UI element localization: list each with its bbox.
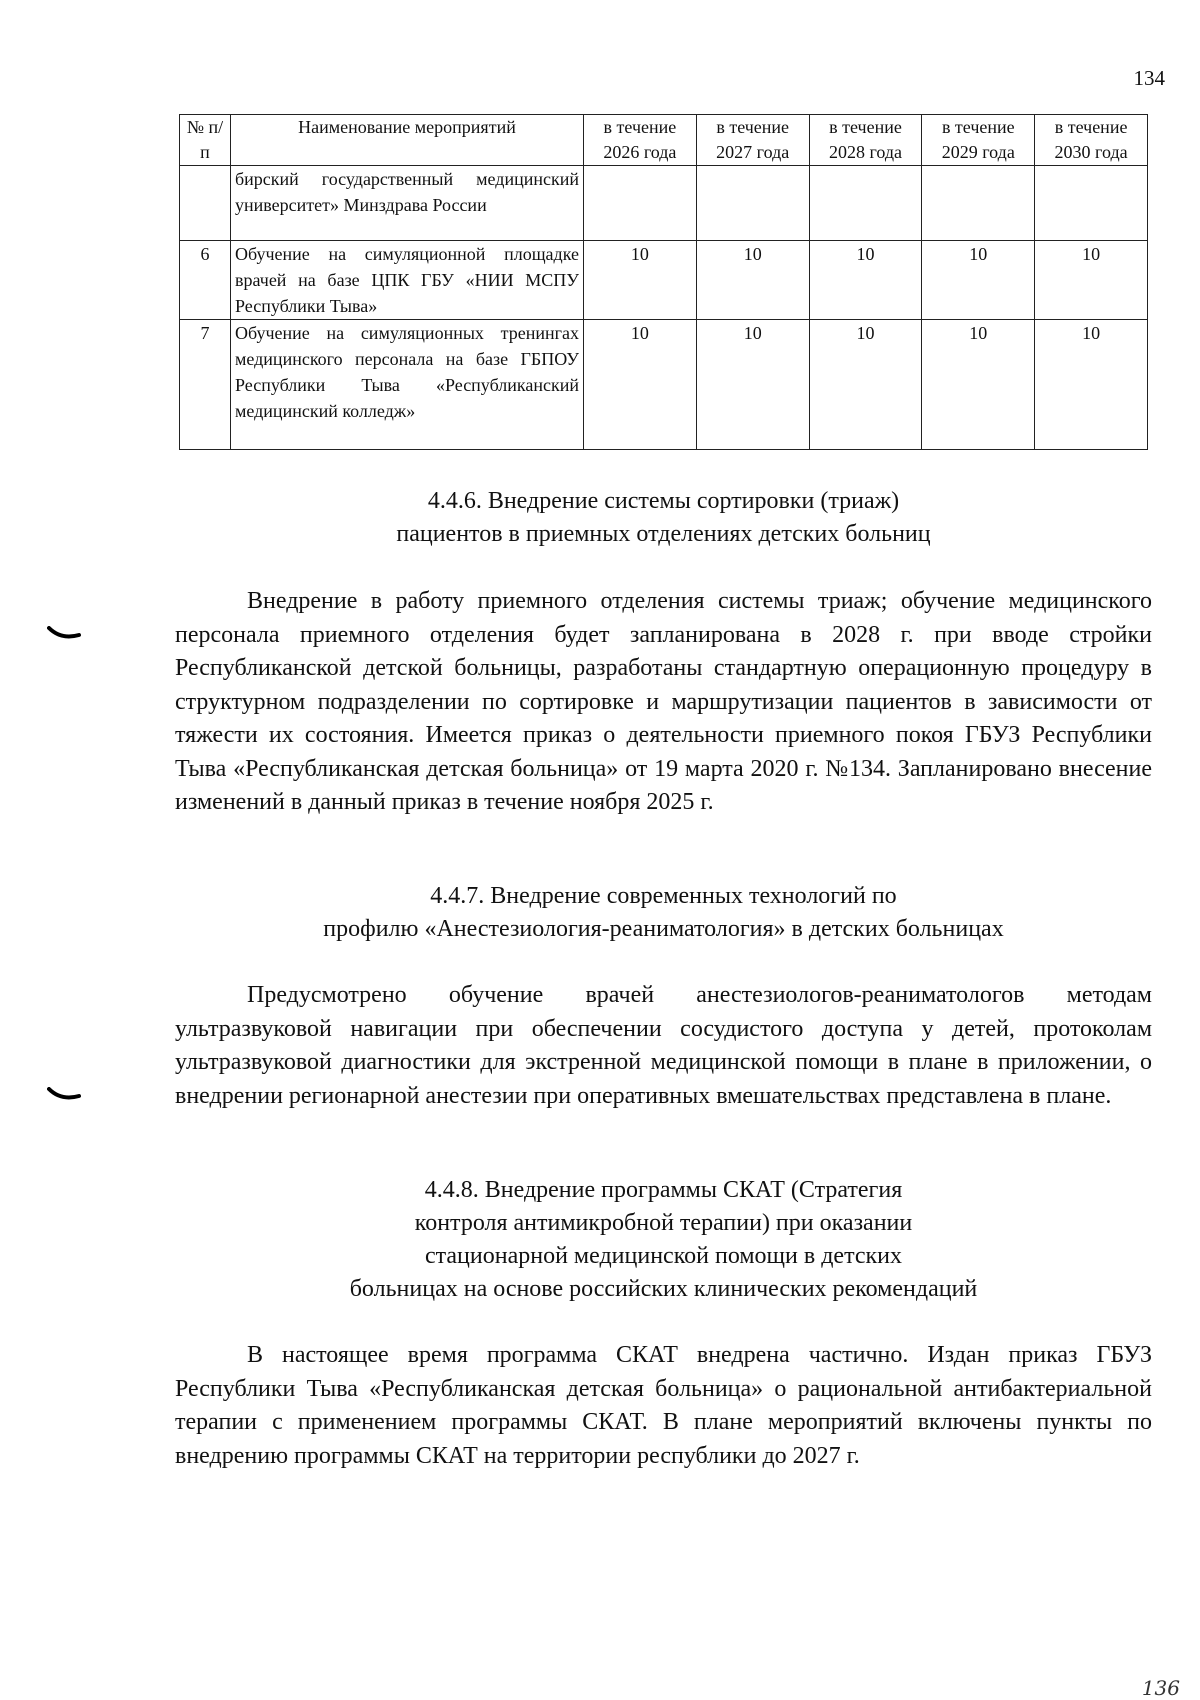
row-num: 7 bbox=[180, 320, 231, 450]
row-value: 10 bbox=[922, 320, 1035, 450]
row-value: 10 bbox=[584, 320, 697, 450]
header-year-2029: в течение 2029 года bbox=[922, 115, 1035, 166]
heading-line: пациентов в приемных отделениях детских больниц bbox=[396, 521, 931, 547]
paragraph-triage: Внедрение в работу приемного отделения системы триаж; обучение медицинского персонала приемного отделения будет запланирована в 2028 г. при вводе стройки Республиканской детской больницы, разработаны стандартную операционную процедуру в структурном подразделении по сортировке и маршрутизации пациентов в зависимости от тяжести их состояния. Имеется приказ о деятельности приемного покоя ГБУЗ Республики Тыва «Республиканская детская больница» от 19 марта 2020 г. №134. Запланировано внесение изменений в данный приказ в течение ноября 2025 г. bbox=[175, 588, 1152, 815]
row-value bbox=[922, 166, 1035, 241]
header-year-2026: в течение 2026 года bbox=[584, 115, 697, 166]
binder-mark-icon bbox=[47, 1087, 81, 1101]
row-value: 10 bbox=[696, 320, 809, 450]
section-heading-4-4-8 bbox=[179, 1174, 1148, 1306]
row-value: 10 bbox=[696, 241, 809, 320]
row-value: 10 bbox=[809, 241, 922, 320]
heading-line: 4.4.6. Внедрение системы сортировки (триаж) bbox=[427, 488, 900, 514]
row-name: Обучение на симуляционной площадке врачей на базе ЦПК ГБУ «НИИ МСПУ Республики Тыва» bbox=[231, 241, 584, 320]
header-year-2028: в течение 2028 года bbox=[809, 115, 922, 166]
heading-line: контроля антимикробной терапии) при оказании bbox=[414, 1210, 913, 1236]
table-row bbox=[180, 241, 1148, 320]
handwritten-page-number: 136 bbox=[1141, 1676, 1180, 1700]
table-row bbox=[180, 166, 1148, 241]
row-value bbox=[696, 166, 809, 241]
header-year-2027: в течение 2027 года bbox=[696, 115, 809, 166]
table-row bbox=[180, 320, 1148, 450]
row-value: 10 bbox=[1035, 241, 1148, 320]
row-value bbox=[1035, 166, 1148, 241]
binder-mark-icon bbox=[47, 626, 81, 640]
row-value: 10 bbox=[922, 241, 1035, 320]
heading-line: больницах на основе российских клинических рекомендаций bbox=[349, 1276, 978, 1302]
row-name: Обучение на симуляционных тренингах медицинского персонала на базе ГБПОУ Республики Тыва «Республиканский медицинский колледж» bbox=[231, 320, 584, 450]
header-num: № п/п bbox=[180, 115, 231, 166]
table-header-row bbox=[180, 115, 1148, 166]
row-value: 10 bbox=[1035, 320, 1148, 450]
header-year-2030: в течение 2030 года bbox=[1035, 115, 1148, 166]
activities-table bbox=[179, 114, 1148, 450]
row-value: 10 bbox=[584, 241, 697, 320]
row-name: бирский государственный медицинский университет» Минздрава России bbox=[231, 166, 584, 241]
header-name: Наименование мероприятий bbox=[231, 115, 584, 166]
row-value: 10 bbox=[809, 320, 922, 450]
section-heading-4-4-7 bbox=[179, 880, 1148, 946]
row-value bbox=[584, 166, 697, 241]
heading-line: 4.4.7. Внедрение современных технологий по bbox=[430, 883, 897, 909]
page-number: 134 bbox=[1133, 66, 1165, 90]
section-heading-4-4-6 bbox=[179, 485, 1148, 551]
row-value bbox=[809, 166, 922, 241]
row-num bbox=[180, 166, 231, 241]
heading-line: 4.4.8. Внедрение программы СКАТ (Стратегия bbox=[424, 1177, 903, 1203]
paragraph-anesthesiology: Предусмотрено обучение врачей анестезиологов-реаниматологов методам ультразвуковой навигации при обеспечении сосудистого доступа у детей, протоколам ультразвуковой диагностики для экстренной медицинской помощи в плане в приложении, о внедрении регионарной анестезии при оперативных вмешательствах представлена в плане. bbox=[175, 982, 1152, 1109]
paragraph-skat: В настоящее время программа СКАТ внедрена частично. Издан приказ ГБУЗ Республики Тыва «Республиканская детская больница» о рациональной антибактериальной терапии с применением программы СКАТ. В плане мероприятий включены пункты по внедрению программы СКАТ на территории республики до 2027 г. bbox=[175, 1342, 1152, 1469]
heading-line: профилю «Анестезиология-реаниматология» в детских больницах bbox=[323, 916, 1004, 942]
row-num: 6 bbox=[180, 241, 231, 320]
heading-line: стационарной медицинской помощи в детских bbox=[424, 1243, 903, 1269]
